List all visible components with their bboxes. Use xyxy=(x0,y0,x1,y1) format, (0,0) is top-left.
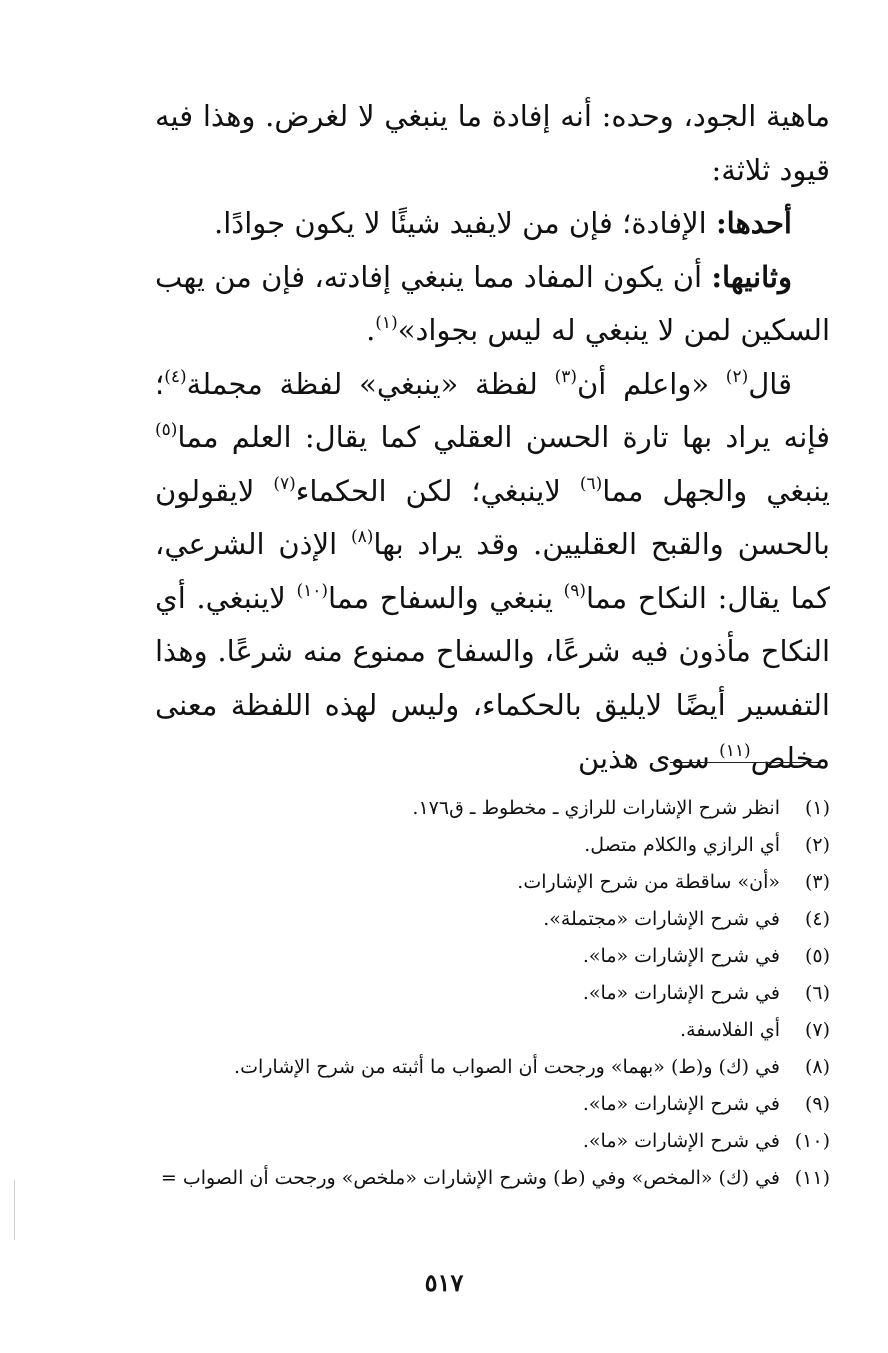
footnote-number: (٩) xyxy=(804,1093,830,1115)
footnote-number: (١٠) xyxy=(794,1130,830,1152)
footnote-item xyxy=(130,901,830,938)
paragraph-text: لاينبغي؛ لكن الحكماء xyxy=(295,473,580,508)
footnote-item xyxy=(130,1086,830,1123)
footnote-ref: (١١) xyxy=(719,741,751,761)
paragraph-first-condition xyxy=(155,197,830,251)
paragraph-text: الإذن الشرعي، كما يقال: النكاح مما xyxy=(155,527,830,615)
paragraph-text: ينبغي والجهل مما xyxy=(602,473,830,508)
footnote-text: أي الفلاسفة. xyxy=(680,1019,780,1041)
footnote-text: في شرح الإشارات «مجتملة». xyxy=(543,908,780,930)
paragraph-text: ماهية الجود، وحده: أنه إفادة ما ينبغي لا لغرض. وهذا فيه قيود ثلاثة: xyxy=(155,99,830,187)
footnote-text: في (ك) و(ط) «بهما» ورجحت أن الصواب ما أثبته من شرح الإشارات. xyxy=(234,1056,780,1078)
paragraph-text: لفظة «ينبغي» لفظة مجملة xyxy=(186,366,555,401)
paragraph-text: قال xyxy=(748,366,792,401)
footnote-number: (٢) xyxy=(804,834,830,856)
footnote-item xyxy=(130,975,830,1012)
footnote-number: (٧) xyxy=(804,1019,830,1041)
paragraph-text: أن يكون المفاد مما ينبغي إفادته، فإن من يهب السكين لمن لا ينبغي له ليس بجواد» xyxy=(155,259,830,347)
main-text xyxy=(155,90,830,786)
footnote-text: في شرح الإشارات «ما». xyxy=(582,945,780,967)
footnote-text: في شرح الإشارات «ما». xyxy=(582,1093,780,1115)
footnote-ref: (٩) xyxy=(563,580,587,601)
footnote-item xyxy=(130,790,830,827)
footnote-number: (٨) xyxy=(804,1056,830,1078)
paragraph-definition xyxy=(155,90,830,197)
footnote-number: (٦) xyxy=(804,982,830,1004)
footnote-item xyxy=(130,1049,830,1086)
paragraph-second-condition xyxy=(155,251,830,358)
footnote-item xyxy=(130,864,830,901)
footnote-number: (٤) xyxy=(804,908,830,930)
footnote-text: في شرح الإشارات «ما». xyxy=(582,982,780,1004)
footnote-number: (٣) xyxy=(804,871,830,893)
footnote-ref: (٧) xyxy=(273,473,296,494)
paragraph-text: ينبغي والسفاح مما xyxy=(327,580,564,615)
paragraph-label: أحدها: xyxy=(715,206,792,240)
paragraph-quote xyxy=(155,358,830,786)
footnote-ref: (٥) xyxy=(155,420,178,440)
footnote-text: «أن» ساقطة من شرح الإشارات. xyxy=(517,871,780,893)
paragraph-text: لايقولون بالحسن والقبح العقليين. وقد يراد بها xyxy=(155,473,830,561)
footnote-text: انظر شرح الإشارات للرازي ـ مخطوط ـ ق١٧٦. xyxy=(412,797,780,819)
footnote-number: (٥) xyxy=(804,945,830,967)
footnote-item xyxy=(130,827,830,864)
paragraph-text: لاينبغي. أي النكاح مأذون فيه شرعًا، والسفاح ممنوع منه شرعًا. وهذا التفسير أيضًا لايليق بالحكماء، وليس لهذه اللفظة معنى مخلص xyxy=(155,580,830,775)
footnote-ref: (٣) xyxy=(554,366,577,387)
paragraph-text: سوى هذين xyxy=(577,741,720,775)
footnotes-list xyxy=(130,790,830,1197)
page-number: ٥١٧ xyxy=(424,1268,464,1297)
footnote-ref: (١) xyxy=(375,313,398,333)
footnote-ref: (٨) xyxy=(350,527,374,547)
paragraph-label: وثانيها: xyxy=(711,259,792,294)
footnote-item xyxy=(130,1123,830,1160)
paragraph-text: الإفادة؛ فإن من لايفيد شيئًا لا يكون جوادًا. xyxy=(214,206,716,240)
footnote-item xyxy=(130,1160,830,1197)
footnote-item xyxy=(130,1012,830,1049)
footnote-text: أي الرازي والكلام متصل. xyxy=(584,834,780,856)
footnote-ref: (٢) xyxy=(725,366,749,387)
footnote-divider xyxy=(670,762,820,763)
paragraph-text: . xyxy=(366,313,376,347)
footnote-ref: (٤) xyxy=(164,366,187,387)
footnote-text: في شرح الإشارات «ما». xyxy=(582,1130,780,1152)
footnote-item xyxy=(130,938,830,975)
footnote-number: (١) xyxy=(804,797,830,819)
paragraph-text: ؛ فإنه يراد بها تارة الحسن العقلي كما يقال: العلم مما xyxy=(155,366,830,454)
scan-edge-mark xyxy=(14,1180,15,1240)
footnote-text: في (ك) «المخص» وفي (ط) وشرح الإشارات «ملخص» ورجحت أن الصواب = xyxy=(160,1167,780,1189)
footnote-ref: (١٠) xyxy=(296,580,328,601)
paragraph-text: «واعلم أن xyxy=(577,366,726,401)
footnote-ref: (٦) xyxy=(579,473,603,494)
footnote-number: (١١) xyxy=(794,1167,830,1189)
